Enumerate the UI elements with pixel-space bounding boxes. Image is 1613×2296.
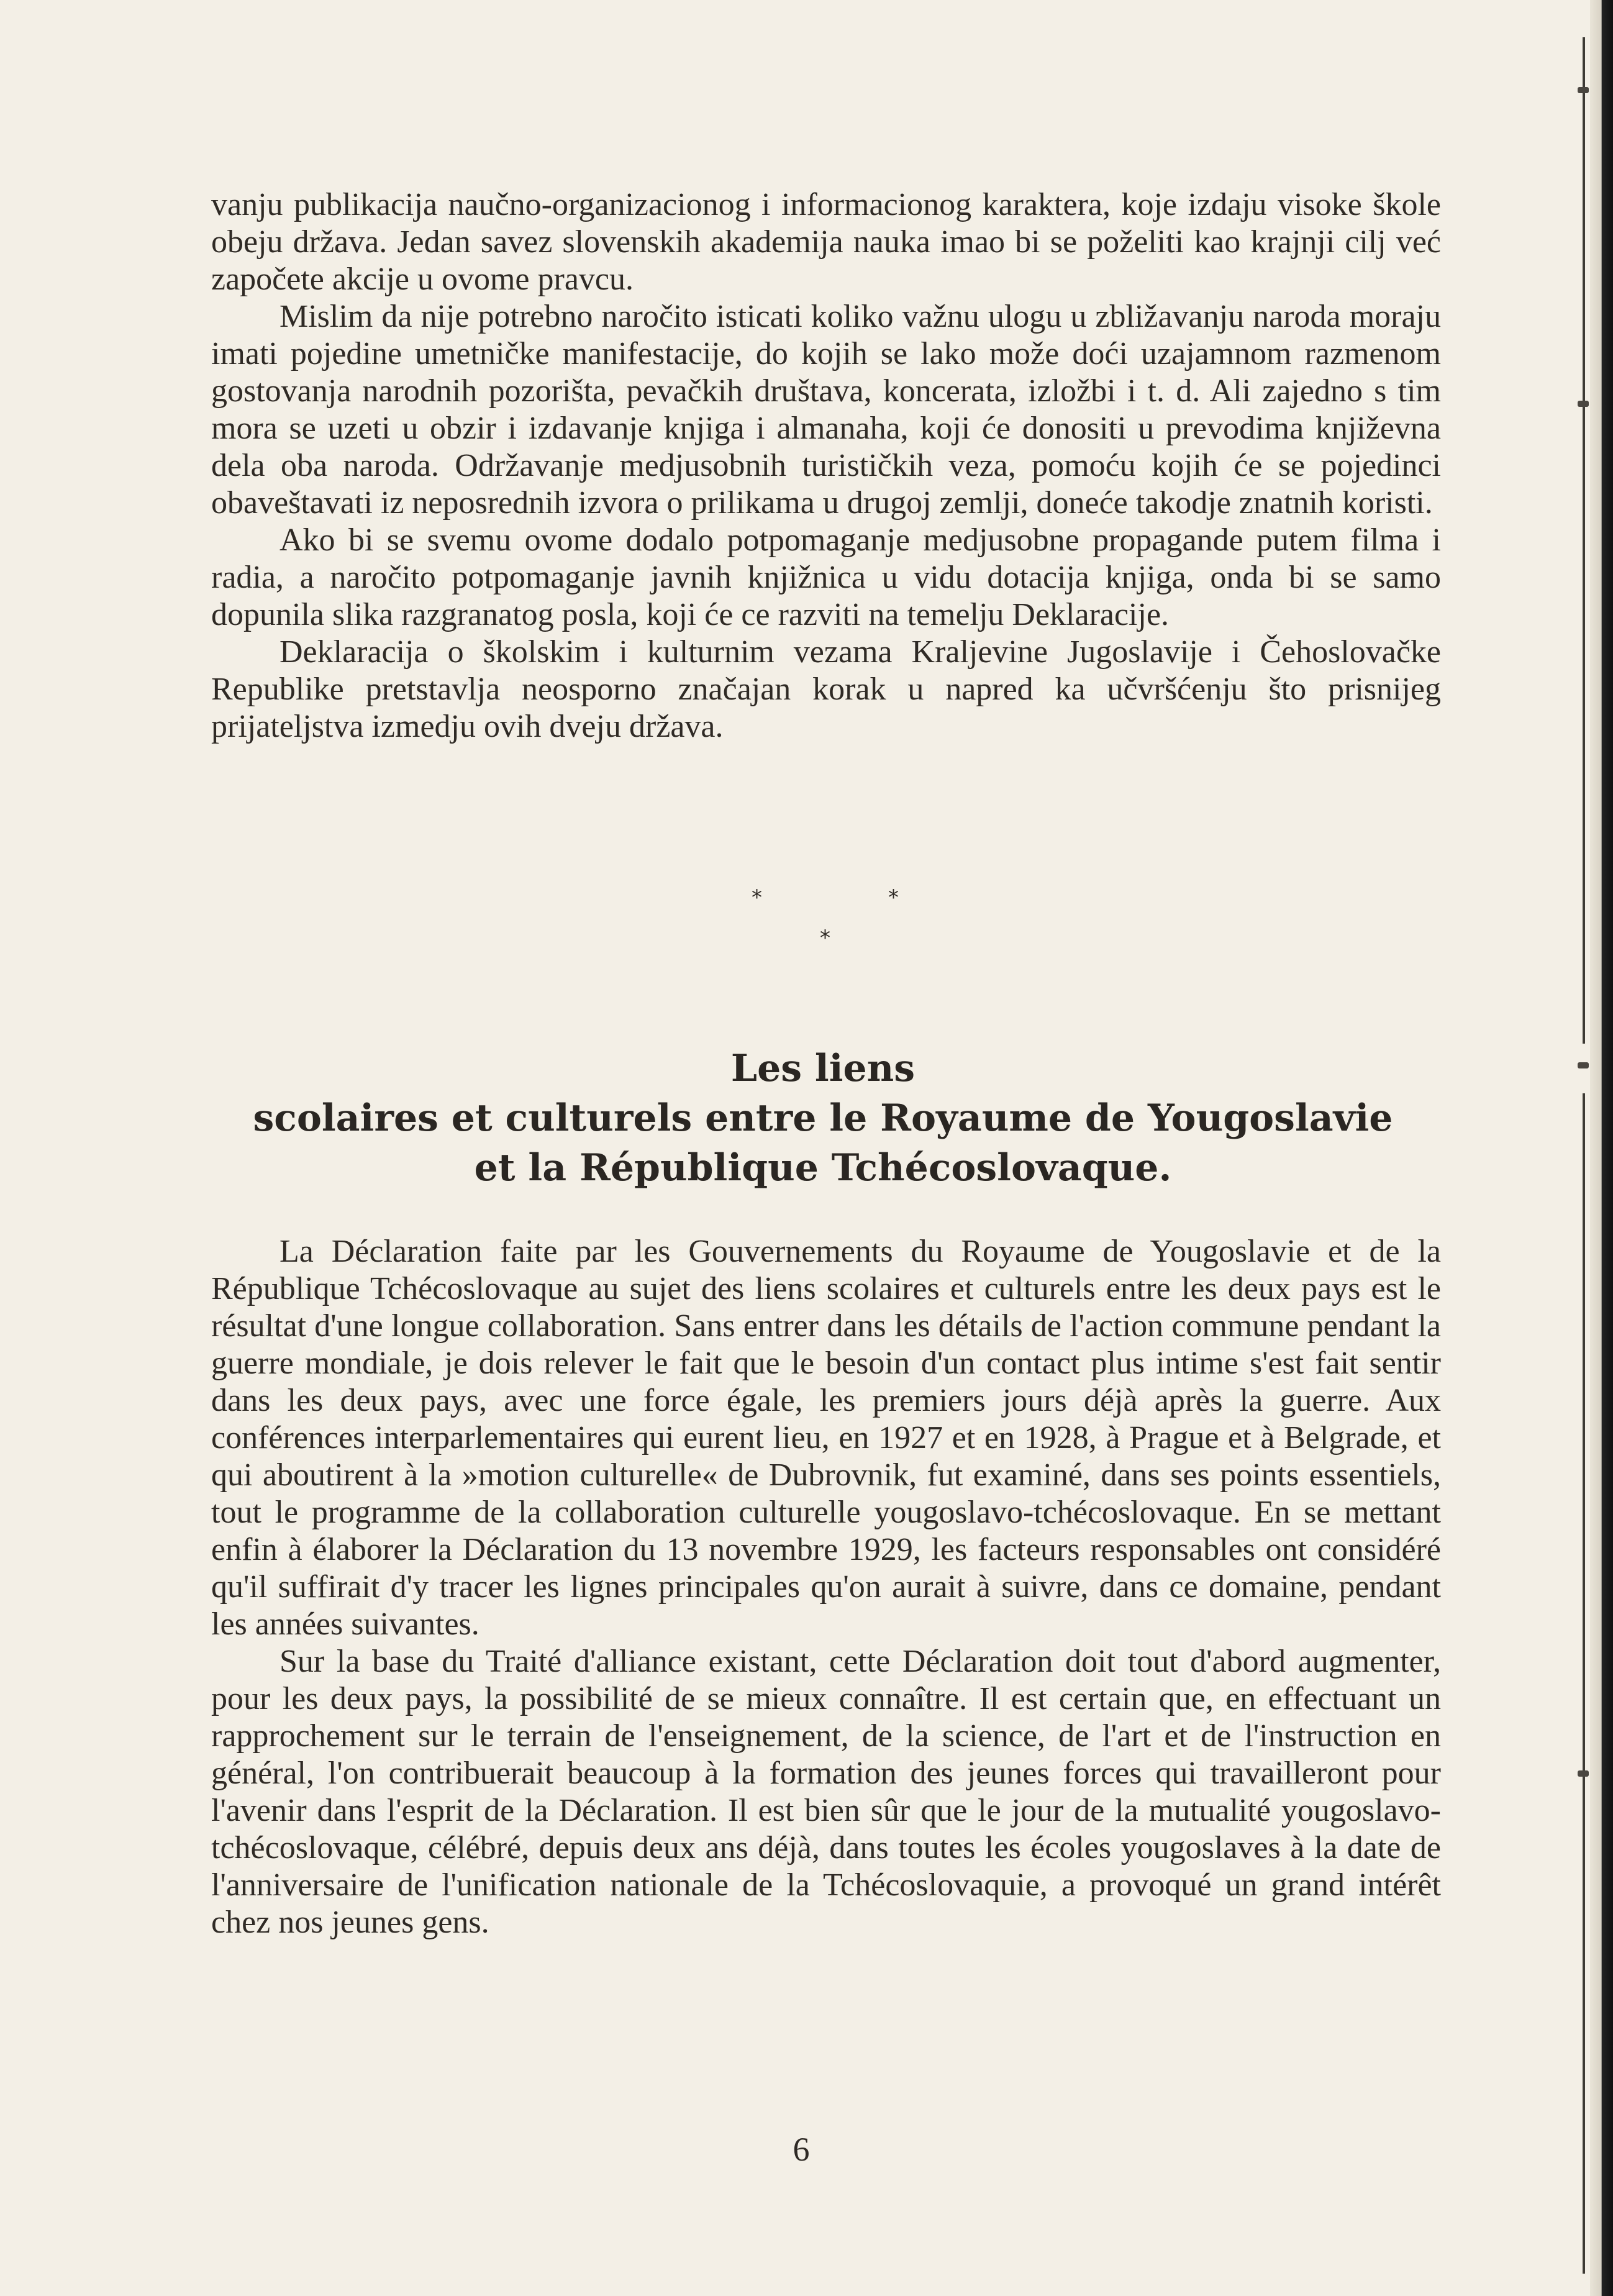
page-number: 6: [793, 2131, 810, 2168]
paragraph: Ako bi se svemu ovome dodalo potpomaganje medjusobne propagande putem filma i radia, a naročito potpomaganje javnih knjižnica u vidu dotacija knjiga, onda bi se samo dopunila slika razgranatog posla, koji će ce razviti na temelju Deklaracije.: [211, 522, 1441, 632]
binding-edge-line: [1583, 1093, 1585, 2274]
paragraph: Deklaracija o školskim i kulturnim vezama Kraljevine Jugoslavije i Čehoslovačke Republike pretstavlja neosporno značajan korak u napred ka učvršćenju što prisnijeg prijateljstva izmedju ovih dveju država.: [211, 634, 1441, 744]
binding-mark: [1578, 1770, 1589, 1777]
separator-star: *: [820, 926, 830, 950]
paragraph: Mislim da nije potrebno naročito isticati koliko važnu ulogu u zbližavanju naroda moraju imati pojedine umetničke manifestacije, do kojih se lako može doći uzajamnom razmenom gostovanja narodnih pozorišta, pevačkih društava, koncerata, izložbi i t. d. Ali zajedno s tim mora se uzeti u obzir i izdavanje knjiga i almanaha, koji će donositi u prevodima književna dela oba naroda. Održavanje medjusobnih turističkih veza, pomoću kojih će se pojedinci obaveštavati iz neposrednih izvora o prilikama u drugoj zemlji, doneće takodje znatnih koristi.: [211, 299, 1441, 521]
french-section-title: [124, 1044, 1522, 1193]
title-line: scolaires et culturels entre le Royaume de Yougoslavie: [253, 1096, 1393, 1140]
paragraph: vanju publikacija naučno-organizacionog i informacionog karaktera, koje izdaju visoke škole obeju država. Jedan savez slovenskih akademija nauka imao bi se poželiti kao krajnji cilj već započete akcije u ovome pravcu.: [211, 187, 1441, 297]
serbian-text-section: [211, 186, 1441, 745]
binding-mark: [1578, 87, 1589, 93]
title-line: Les liens: [730, 1047, 916, 1090]
binding-mark: [1578, 401, 1589, 407]
separator-star: *: [888, 885, 899, 910]
french-text-section: [211, 1233, 1441, 1941]
separator-star: *: [752, 885, 762, 910]
title-line: et la République Tchécoslovaque.: [474, 1146, 1172, 1190]
paragraph: Sur la base du Traité d'alliance existant, cette Déclaration doit tout d'abord augmenter, pour les deux pays, la possibilité de se mieux connaître. Il est certain que, en effectuant un rapprochement sur le terrain de l'enseignement, de la science, de l'art et de l'instruction en général, l'on contribuerait beaucoup à la formation des jeunes forces qui travailleront pour l'avenir dans l'esprit de la Déclaration. Il est bien sûr que le jour de la mutualité yougoslavo-tchécoslovaque, célébré, depuis deux ans déjà, dans toutes les écoles yougoslaves à la date de l'anniversaire de l'unification nationale de la Tchécoslovaquie, a provoqué un grand intérêt chez nos jeunes gens.: [211, 1644, 1441, 1940]
paragraph: La Déclaration faite par les Gouvernements du Royaume de Yougoslavie et de la République Tchécoslovaque au sujet des liens scolaires et culturels entre les deux pays est le résultat d'une longue collaboration. Sans entrer dans les détails de l'action commune pendant la guerre mondiale, je dois relever le fait que le besoin d'un contact plus intime s'est fait sentir dans les deux pays, avec une force égale, les premiers jours déjà après la guerre. Aux conférences interparlementaires qui eurent lieu, en 1927 et en 1928, à Prague et à Belgrade, et qui aboutirent à la »motion culturelle« de Dubrovnik, fut examiné, dans ses points essentiels, tout le programme de la collaboration culturelle yougoslavo-tchécoslovaque. En se mettant enfin à élaborer la Déclaration du 13 novembre 1929, les facteurs responsables ont considéré qu'il suffirait d'y tracer les lignes principales qu'on aurait à suivre, dans ce domaine, pendant les années suivantes.: [211, 1234, 1441, 1642]
binding-edge-line: [1583, 37, 1585, 1044]
binding-mark: [1578, 1062, 1589, 1068]
scan-edge: [1590, 0, 1613, 2296]
section-separator: [683, 885, 932, 960]
